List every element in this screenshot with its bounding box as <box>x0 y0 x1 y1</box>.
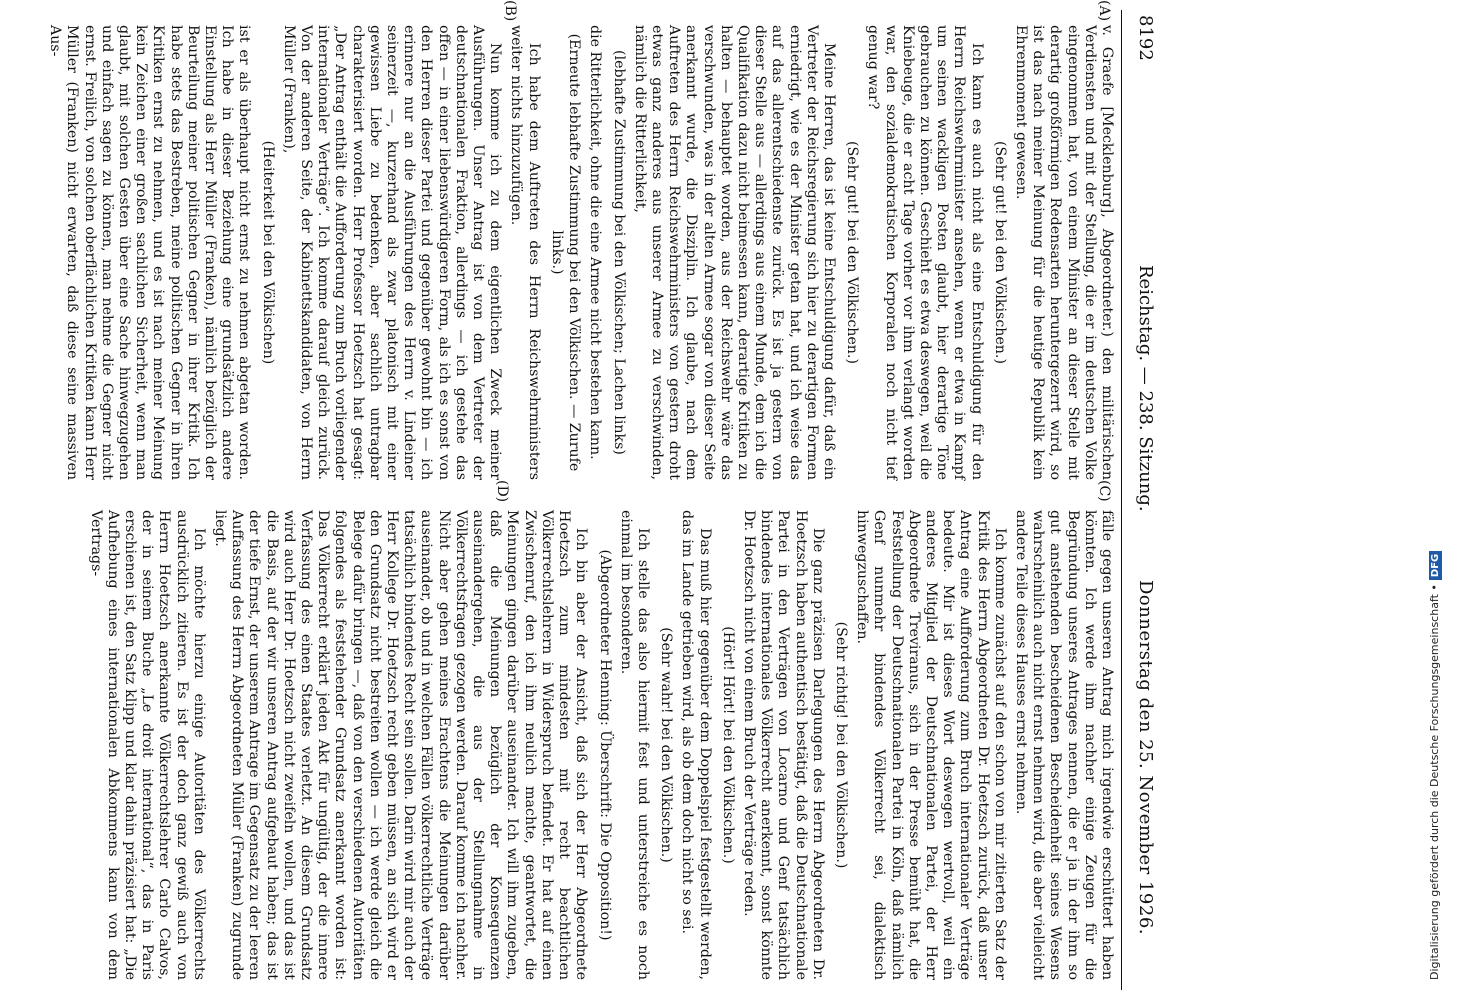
right-paragraph-6: Ich bin aber der Ansicht, daß sich der Herr Abgeordnete Hoetzsch zum mindesten mit recht beachtlichen Völkerrechtslehrern in Widerspruch befindet. Er hat auf einen Zwischenruf, den ich ihm neulich machte, geantwortet, die Meinungen gingen darüber auseinander. Ich will ihm zugeben, daß die Meinungen bezüglich der Konsequenzen auseinandergehen, die aus der Stellungnahme in Völkerrechtsfragen gezogen werden. Darauf komme ich nachher. Nicht aber gehen meines Erachtens die Meinungen darüber auseinander, ob und in welchen Fällen völkerrechtliche Verträge tatsächlich bindendes Recht sein sollen. Darin wird mir auch der Herr Kollege Dr. Hoetzsch recht geben müssen, an sich wird er den Grundsatz nicht bestreiten wollen — ich werde gleich die Belege dafür bringen —, daß von den verschiedenen Autoritäten folgendes als feststehender Grundsatz anerkannt worden ist: Das Völkerrecht erklärt jeden Akt für ungültig, der die innere Verfassung des einen Staates verletzt. An diesem Grundsatz wird auch Herr Dr. Hoetzsch nicht zweifeln wollen, und das ist die Basis, auf der wir unseren Antrag aufgebaut haben; das ist der tiefe Ernst, der unserem Antrage im Gegensatz zu der leeren Auffassung des Herrn Abgeordneten Müller (Franken) zugrunde liegt. <box>212 510 590 980</box>
left-paragraph-7: ist er als überhaupt nicht ernst zu nehmen abgetan worden. Ich habe in dieser Beziehung eine grundsätzlich andere Einstellung als Herr Müller (Franken), nämlich bezüglich der Beurteilung meiner politischen Gegner in ihrer Kritik. Ich habe stets das Bestreben, meine politischen Gegner in ihren Kritiken ernst zu nehmen, und es ist nach meiner Meinung kein Zeichen einer großen sachlichen Sicherheit, wenn man glaubt, mit solchen Gesten über eine Sache hinwegzugehen und einfach sagen zu können, man nehme die Gegner nicht ernst. Freilich, von solchen oberflächlichen Kritiken kann Herr Müller (Franken) nicht erwarten, daß diese seine massiven Aus- <box>47 25 253 480</box>
credit-text: Digitalisierung gefördert durch die Deutsche Forschungsgemeinschaft • <box>1428 584 1441 980</box>
left-paragraph-2: Ich kann es auch nicht als eine Entschuldigung für den Herrn Reichswehrminister ansehen, wenn er etwa in Kampf um seinen wackligen Posten glaubt, hier derartige Töne gebrauchen zu können. Geschieht es etwa deswegen, weil die Kniebeuge, die er acht Tage vorher vor ihm verlangt worden war, den sozialdemokratischen Korporalen noch nicht tief genug war? <box>865 25 985 480</box>
left-paragraph-1: v. Graefe [Mecklenburg], Abgeordneter.) den militärischen Verdiensten und mit der Stellung, die er im deutschen Volke eingenommen hat, von einem Minister an dieser Stelle mit derartig großförmigen Redensarten heruntergezerrt wird, so ist das nach meiner Meinung für die heutige Republik kein Ehrenmoment gewesen. <box>1012 25 1115 480</box>
digitization-credit <box>1400 40 1441 980</box>
header-left-title: Reichstag. — 238. Sitzung. <box>1135 265 1156 512</box>
right-paragraph-1: fälle gegen unseren Antrag mich irgendwie erschüttert haben könnten. Ich werde ihm nachher einige Zeugen für die Begründung unseres Antrages nennen, die er ja in der ihm so gut anstehenden bescheidenen Bescheidenheit seines Wesens wahrscheinlich auch nicht ernst nehmen wird, die aber vielleicht andere Teile dieses Hauses ernst nehmen. <box>1012 510 1115 980</box>
right-column <box>20 510 1115 980</box>
page-header <box>1126 15 1166 985</box>
left-reaction-2: (Sehr gut! bei den Völkischen.) <box>844 141 861 364</box>
right-paragraph-7: Ich möchte hierzu einige Autoritäten des Völkerrechts ausdrücklich zitieren. Es ist der doch ganz gewiß auch von Herrn Hoetzsch anerkannte Völkerrechtslehrer Carlo Calvos, der in seinem Buche „Le droit international“, das in Paris erschienen ist, den Satz klipp und klar dahin präzisiert hat: „Die Aufhebung eines internationalen Abkommens kann von dem Vertrags- <box>87 510 207 980</box>
right-paragraph-5: Ich stelle das also hiermit fest und unterstreiche es noch einmal im besonderen. <box>617 510 651 980</box>
margin-marker-c: (C) <box>1096 480 1112 502</box>
left-paragraph-6: Nun komme ich zu dem eigentlichen Zweck meiner Ausführungen. Unser Antrag ist von dem Vertreter der deutschnationalen Fraktion, allerdings — ich gestehe das offen — in einer liebenswürdigeren Form, als ich es sonst von den Herren dieser Partei und gegenüber gewohnt bin — ich erinnere nur an die Ausführungen des Herrn v. Lindeiner seinerzeit —, kurzerhand als zwar platonisch mit einer gewissen Liebe zu bedenken, aber sachlich untragbar charakterisiert worden. Herr Professor Hoetzsch hat gesagt: „Der Antrag enthält die Aufforderung zum Bruch vorliegender internationaler Verträge“. Ich komme darauf gleich zurück. Von der anderen Seite, der Kabinettskandidaten, von Herrn Müller (Franken), <box>280 25 504 480</box>
page-number: 8192 <box>1135 15 1156 61</box>
header-right-title: Donnerstag den 25. November 1926. <box>1135 580 1156 936</box>
left-reaction-1: (Sehr gut! bei den Völkischen.) <box>991 141 1008 364</box>
header-rule <box>1121 10 1122 990</box>
left-reaction-4: (Erneute lebhafte Zustimmung bei den Völkischen. — Zurufe links.) <box>548 33 583 472</box>
margin-marker-a: (A) <box>1096 0 1112 22</box>
left-paragraph-3: Meine Herren, das ist keine Entschuldigung dafür, daß ein Vertreter der Reichsregierung sich hier zu derartigen Formen erniedrigt, wie es der Minister getan hat, und ich weise das auf das allerentschiedenste zurück. Es ist ja gestern von dieser Stelle aus — allerdings aus einem Munde, dem ich die Qualifikation dazu nicht beimessen kann, derartige Kritiken zu halten — behauptet worden, aus der Reichswehr wäre das verschwunden, was in der alten Armee sogar von dieser Seite anerkannt wurde, die Disziplin. Ich glaube, nach dem Auftreten des Herrn Reichswehrministers von gestern droht etwas ganz anderes aus unserer Armee zu verschwinden, nämlich die Ritterlichkeit, <box>631 25 837 480</box>
right-paragraph-2: Ich komme zunächst auf den schon von mir zitierten Satz der Kritik des Herrn Abgeordneten Dr. Hoetzsch zurück, daß unser Antrag eine Aufforderung zum Bruch internationaler Verträge bedeute. Mir ist dieses Wort deswegen wertvoll, weil ein anderes Mitglied der Deutschnationalen Partei, der Herr Abgeordnete Treviranus, sich in der Presse bemüht hat, die Feststellung der Deutschnationalen Partei in Köln, daß nämlich Genf nunmehr bindendes Völkerrecht sei, dialektisch hinwegzuschaffen. <box>854 510 1008 980</box>
left-column <box>20 25 1115 480</box>
left-paragraph-5: Ich habe dem Auftreten des Herrn Reichswehrministers weiter nichts hinzuzufügen. <box>508 25 542 480</box>
left-paragraph-4: die Ritterlichkeit, ohne die eine Armee nicht bestehen kann. <box>587 25 604 460</box>
right-reaction-2: (Hört! Hört! bei den Völkischen.) <box>719 626 736 864</box>
left-reaction-5: (Heiterkeit bei den Völkischen) <box>259 140 276 365</box>
left-reaction-3: (lebhafte Zustimmung bei den Völkischen; Lachen links) <box>610 50 627 455</box>
right-reaction-4: (Abgeordneter Henning: Überschrift: Die Opposition!) <box>596 549 613 941</box>
margin-marker-b: (B) <box>502 0 518 22</box>
right-paragraph-3: Die ganz präzisen Darlegungen des Herrn Abgeordneten Dr. Hoetzsch haben authentisch bestätigt, daß die Deutschnationale Partei in den Verträgen von Locarno und Genf tatsächlich bindendes internationales Völkerrecht anerkennt, sonst könnte Dr. Hoetzsch nicht von einem Bruch der Verträge reden. <box>740 510 826 980</box>
margin-marker-d: (D) <box>494 480 510 503</box>
right-reaction-1: (Sehr richtig! bei den Völkischen.) <box>832 621 849 869</box>
dfg-logo: DFG <box>1429 551 1442 580</box>
right-reaction-3: (Sehr wahr! bei den Völkischen.) <box>658 627 675 863</box>
right-paragraph-4: Das muß hier gegenüber dem Doppelspiel festgestellt werden, das im Lande getrieben wird, als ob dem doch nicht so sei. <box>679 510 713 980</box>
